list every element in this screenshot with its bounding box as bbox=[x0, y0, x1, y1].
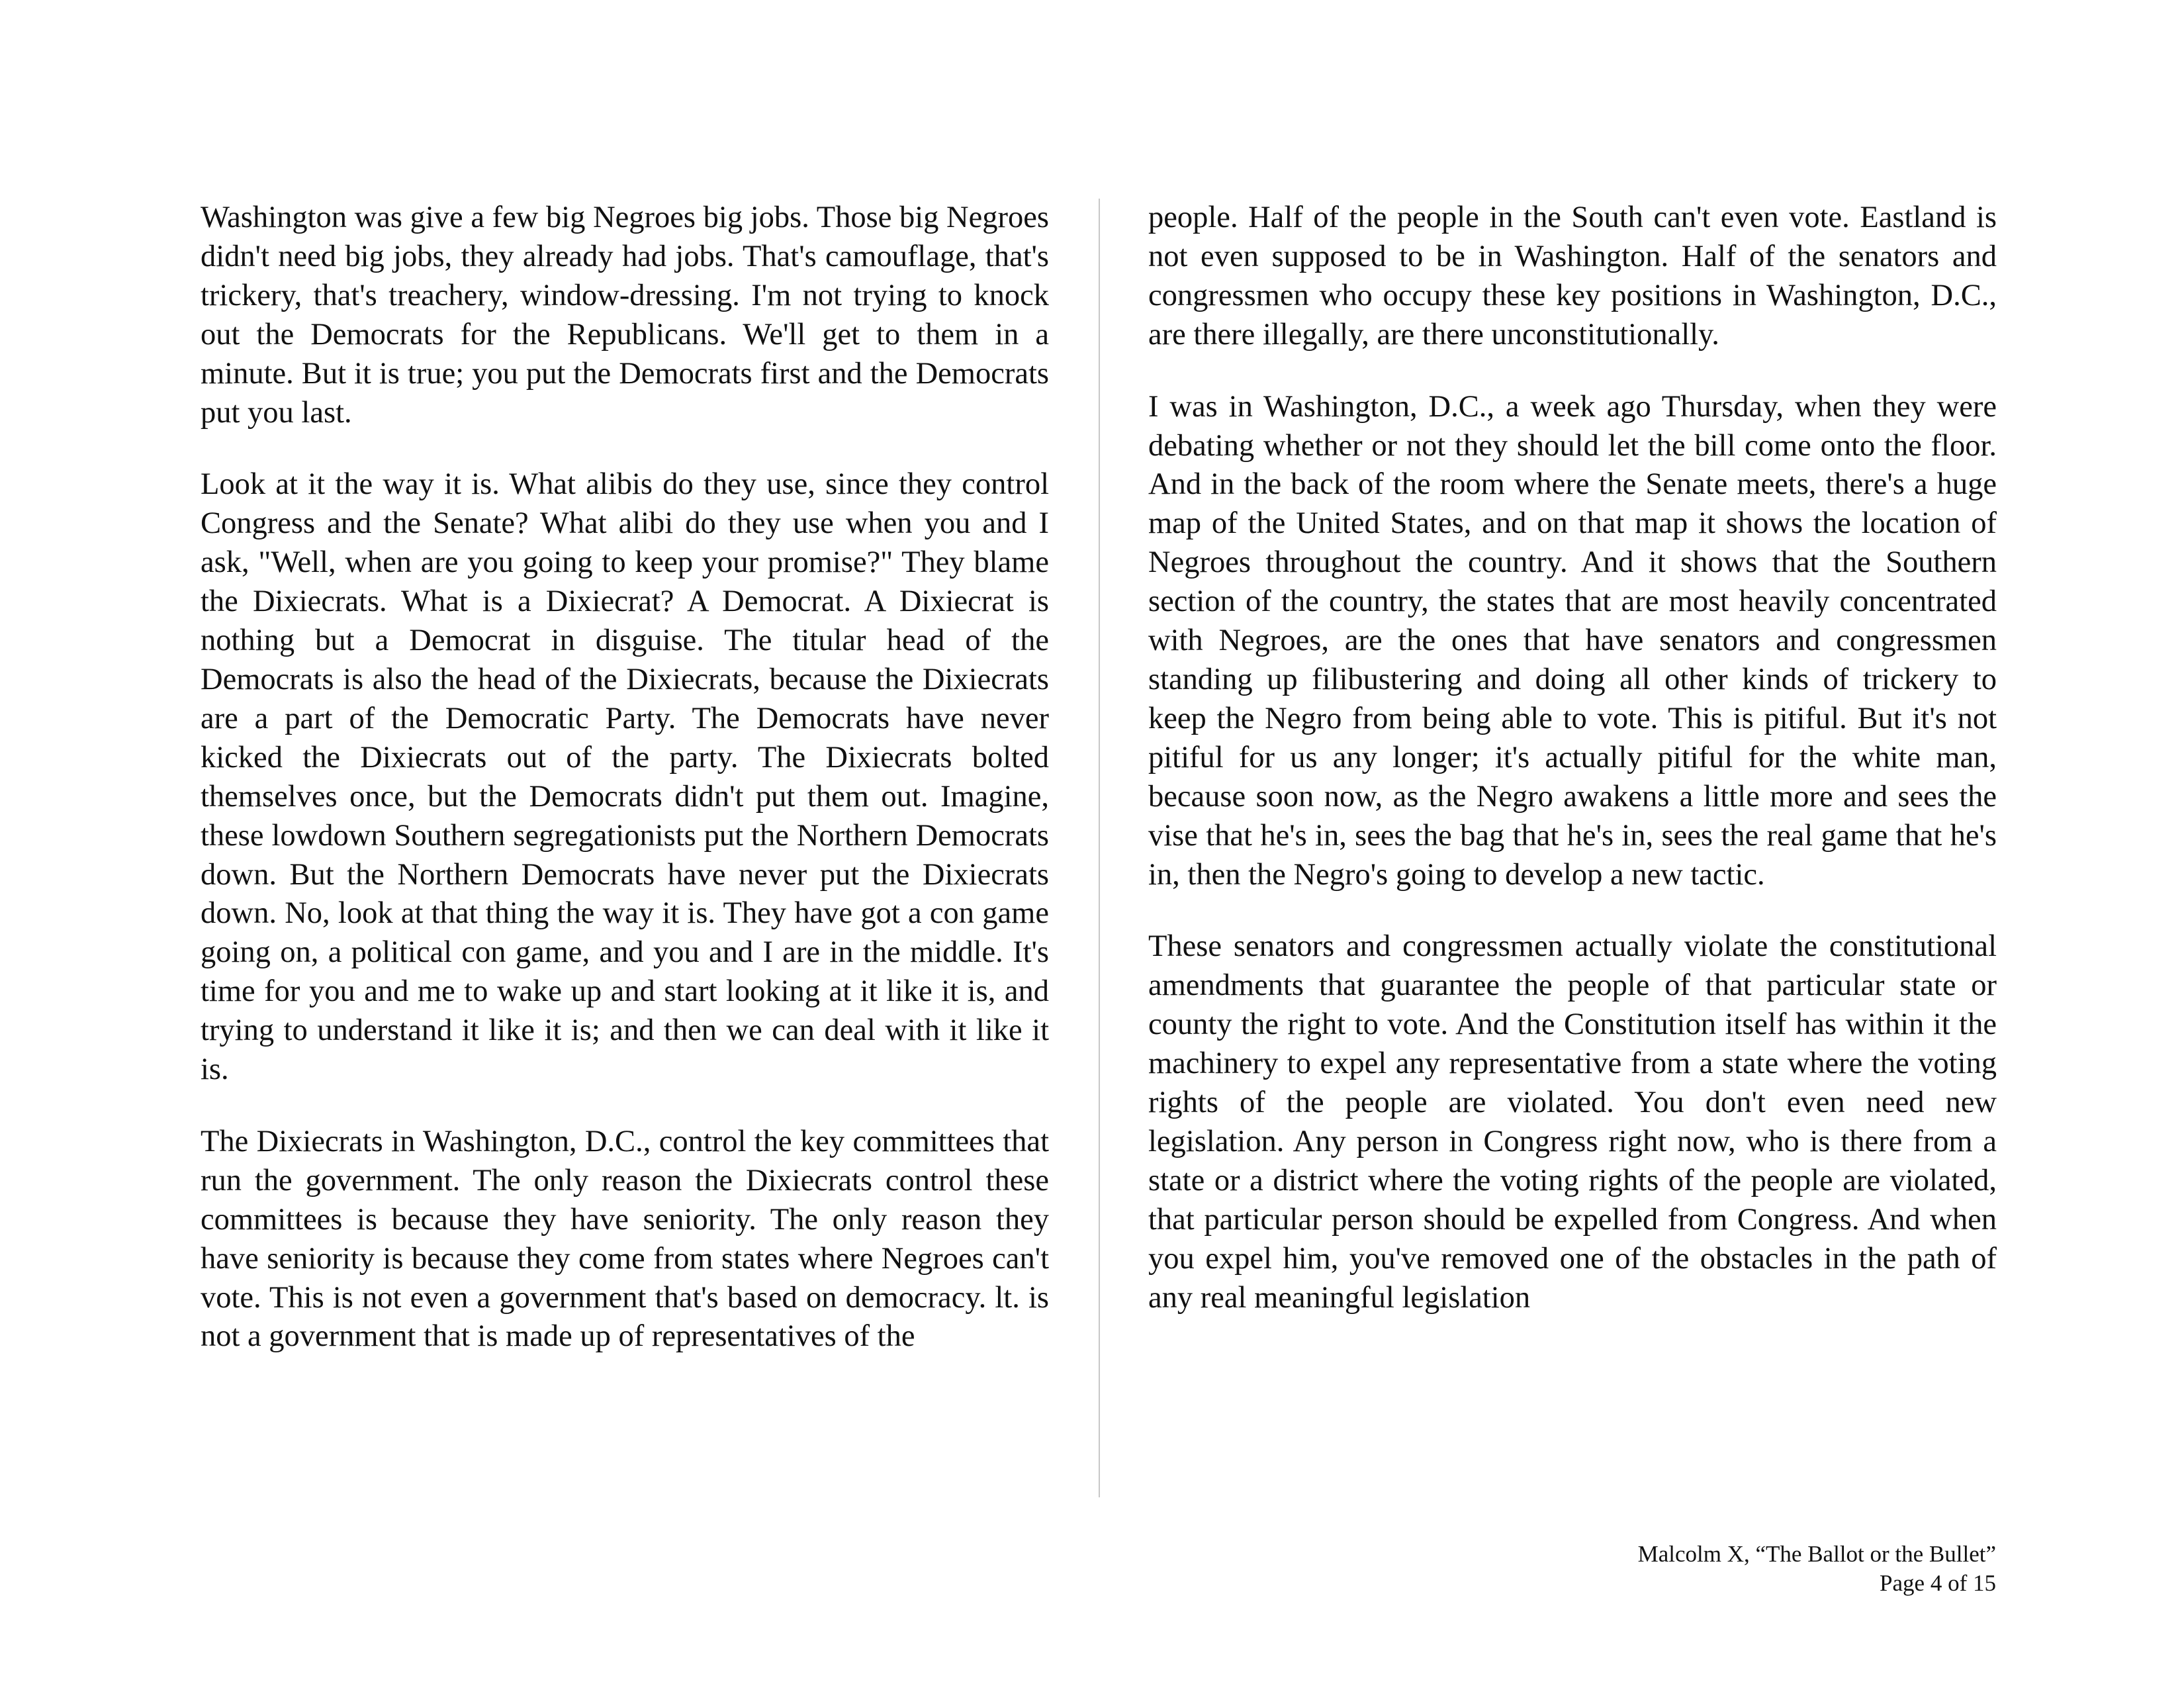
column-divider bbox=[1099, 199, 1100, 1497]
paragraph: These senators and congressmen actually violate the constitutional amendments that guarantee the people of that particular state or county the right to vote. And the Constitution itself has within it the machinery to expel any representative from a state where the voting rights of the people are violated. You don't even need new legislation. Any person in Congress right now, who is there from a state or a district where the voting rights of the people are violated, that particular person should be expelled from Congress. And when you expel him, you've removed one of the obstacles in the path of any real meaningful legislation bbox=[1148, 929, 1997, 1315]
paragraph: Look at it the way it is. What alibis do they use, since they control Congress and the Senate? What alibi do they use when you and I ask, "Well, when are you going to keep your promise?" They blame the Dixiecrats. What is a Dixiecrat? A Democrat. A Dixiecrat is nothing but a Democrat in disguise. The titular head of the Democrats is also the head of the Dixiecrats, because the Dixiecrats are a part of the Democratic Party. The Democrats have never kicked the Dixiecrats out of the party. The Dixiecrats bolted themselves once, but the Democrats didn't put them out. Imagine, these lowdown Southern segregationists put the Northern Democrats down. But the Northern Democrats have never put the Dixiecrats down. No, look at that thing the way it is. They have got a con game going on, a political con game, and you and I are in the middle. It's time for you and me to wake up and start looking at it like it is, and trying to understand it like it is; and then we can deal with it like it is. bbox=[201, 467, 1049, 1087]
page-footer bbox=[1638, 1540, 1996, 1598]
paragraph: The Dixiecrats in Washington, D.C., control the key committees that run the government. The only reason the Dixiecrats control these committees is because they have seniority. The only reason they have seniority is because they come from states where Negroes can't vote. This is not even a government that's based on democracy. lt. is not a government that is made up of representatives of the bbox=[201, 1124, 1049, 1354]
page-number: Page 4 of 15 bbox=[1880, 1570, 1996, 1596]
paragraph: I was in Washington, D.C., a week ago Thursday, when they were debating whether or not they should let the bill come onto the floor. And in the back of the room where the Senate meets, there's a huge map of the United States, and on that map it shows the location of Negroes throughout the country. And it shows that the Southern section of the country, the states that are most heavily concentrated with Negroes, are the ones that have senators and congressmen standing up filibustering and doing all other kinds of trickery to keep the Negro from being able to vote. This is pitiful. But it's not pitiful for us any longer; it's actually pitiful for the white man, because soon now, as the Negro awakens a little more and sees the vise that he's in, sees the bag that he's in, sees the real game that he's in, then the Negro's going to develop a new tactic. bbox=[1148, 389, 1997, 892]
paragraph: people. Half of the people in the South can't even vote. Eastland is not even supposed to be in Washington. Half of the senators and congressmen who occupy these key positions in Washington, D.C., are there illegally, are there unconstitutionally. bbox=[1148, 201, 1997, 352]
footer-source: Malcolm X, “The Ballot or the Bullet” bbox=[1637, 1541, 1996, 1567]
left-column bbox=[201, 199, 1049, 1356]
right-column bbox=[1148, 199, 1997, 1317]
paragraph: Washington was give a few big Negroes big jobs. Those big Negroes didn't need big jobs, they already had jobs. That's camouflage, that's trickery, that's treachery, window-dressing. I'm not trying to knock out the Democrats for the Republicans. We'll get to them in a minute. But it is true; you put the Democrats first and the Democrats put you last. bbox=[201, 201, 1049, 430]
